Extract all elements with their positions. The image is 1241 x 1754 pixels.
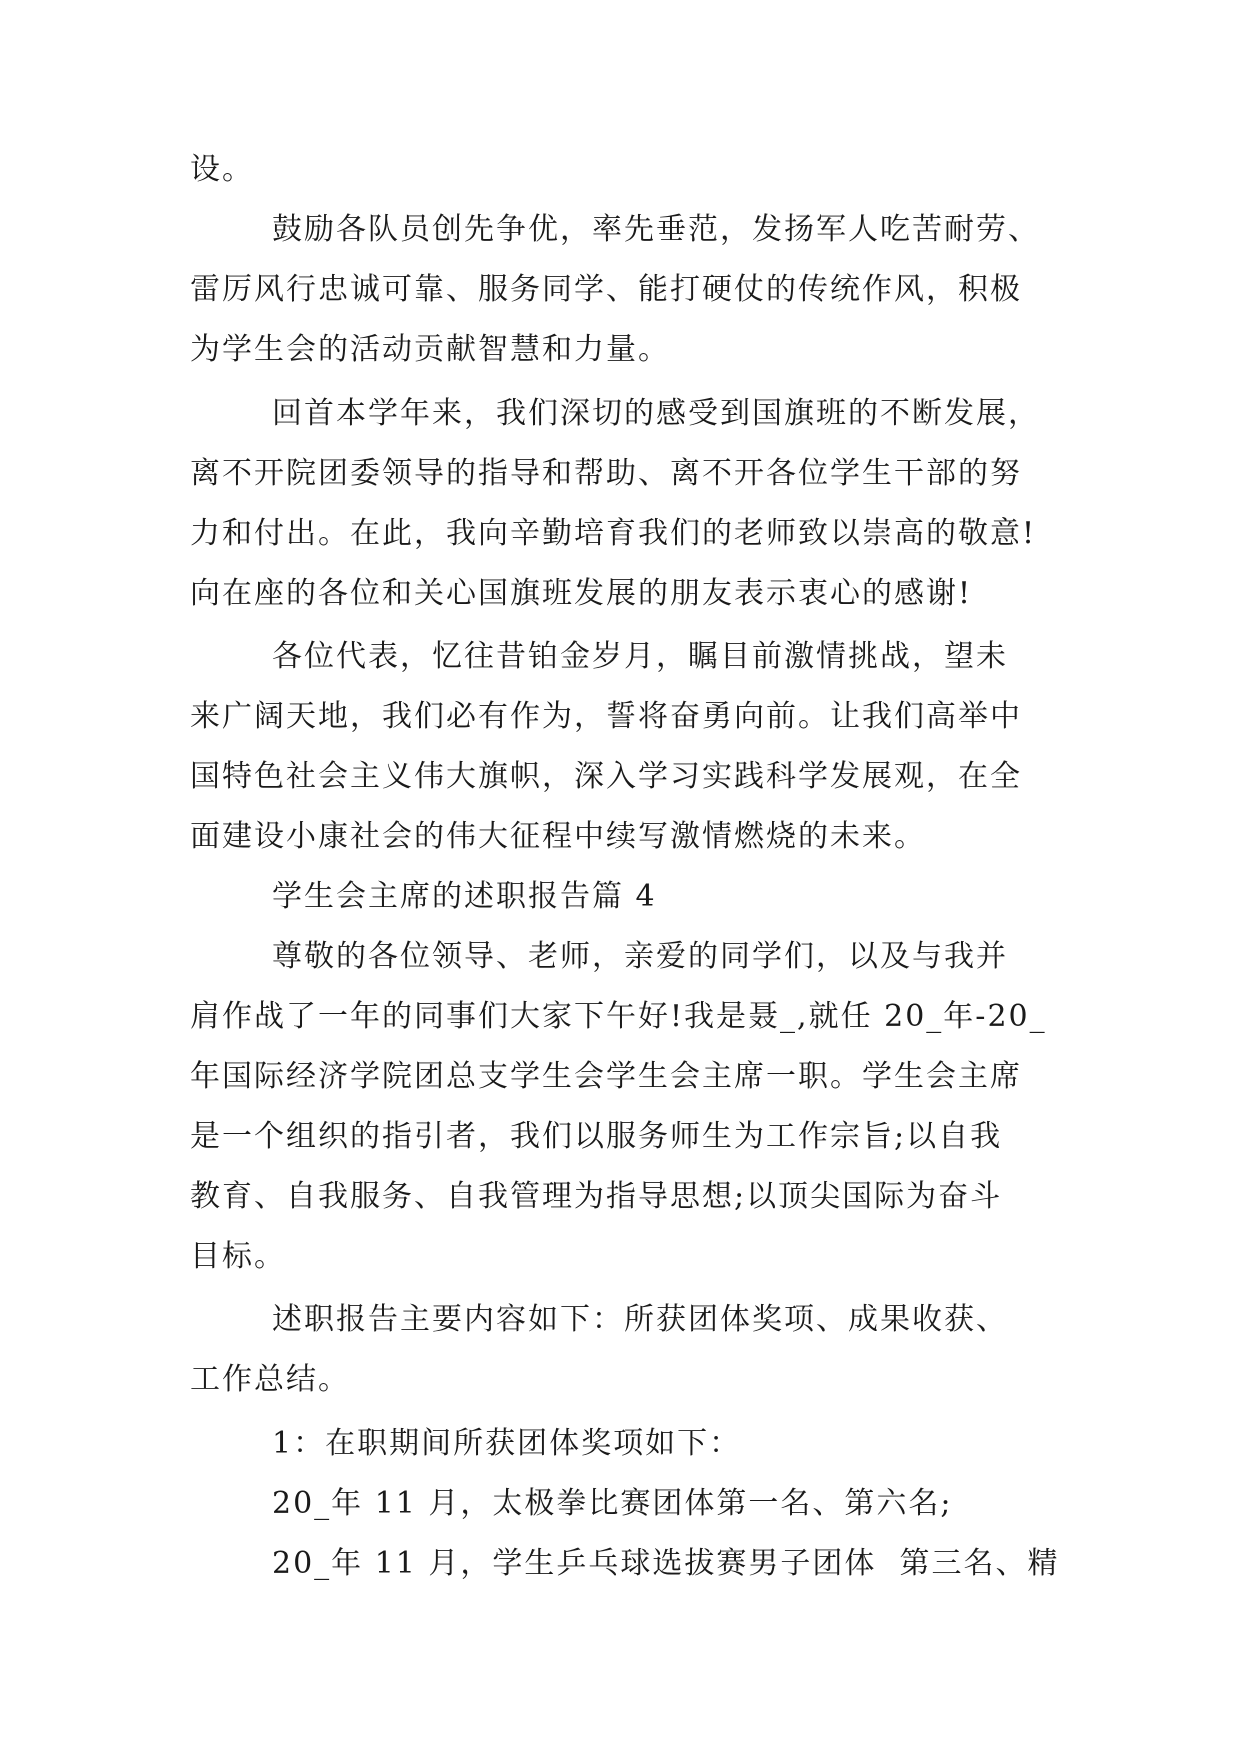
paragraph-line: 离不开院团委领导的指导和帮助、离不开各位学生干部的努 [190, 456, 1022, 491]
paragraph-line: 力和付出。在此，我向辛勤培育我们的老师致以崇高的敬意! [190, 516, 1037, 551]
list-item: 20_年 11 月，学生乒乓球选拔赛男子团体 第三名、精 [272, 1546, 1060, 1581]
paragraph-line: 尊敬的各位领导、老师，亲爱的同学们，以及与我并 [272, 939, 1008, 974]
paragraph-line: 鼓励各队员创先争优，率先垂范，发扬军人吃苦耐劳、 [272, 212, 1040, 247]
paragraph-line: 雷厉风行忠诚可靠、服务同学、能打硬仗的传统作风，积极 [190, 272, 1022, 307]
paragraph-line: 工作总结。 [190, 1362, 350, 1397]
list-item: 1：在职期间所获团体奖项如下： [272, 1426, 742, 1461]
paragraph-line: 肩作战了一年的同事们大家下午好!我是聂_,就任 20_年-20_ [190, 999, 1047, 1034]
paragraph-line: 向在座的各位和关心国旗班发展的朋友表示衷心的感谢! [190, 576, 973, 611]
paragraph-line: 为学生会的活动贡献智慧和力量。 [190, 332, 670, 367]
section-heading: 学生会主席的述职报告篇 4 [272, 879, 657, 914]
paragraph-line: 目标。 [190, 1239, 286, 1274]
list-item: 20_年 11 月，太极拳比赛团体第一名、第六名; [272, 1486, 953, 1521]
paragraph-line: 各位代表，忆往昔铂金岁月，瞩目前激情挑战，望未 [272, 639, 1008, 674]
paragraph-line: 面建设小康社会的伟大征程中续写激情燃烧的未来。 [190, 819, 926, 854]
paragraph-line: 述职报告主要内容如下：所获团体奖项、成果收获、 [272, 1302, 1008, 1337]
paragraph-line: 国特色社会主义伟大旗帜，深入学习实践科学发展观，在全 [190, 759, 1022, 794]
paragraph-line: 回首本学年来，我们深切的感受到国旗班的不断发展， [272, 396, 1040, 431]
paragraph-line: 设。 [190, 152, 254, 187]
paragraph-line: 是一个组织的指引者，我们以服务师生为工作宗旨;以自我 [190, 1119, 1003, 1154]
paragraph-line: 教育、自我服务、自我管理为指导思想;以顶尖国际为奋斗 [190, 1179, 1003, 1214]
paragraph-line: 来广阔天地，我们必有作为，誓将奋勇向前。让我们高举中 [190, 699, 1022, 734]
paragraph-line: 年国际经济学院团总支学生会学生会主席一职。学生会主席 [190, 1059, 1022, 1094]
